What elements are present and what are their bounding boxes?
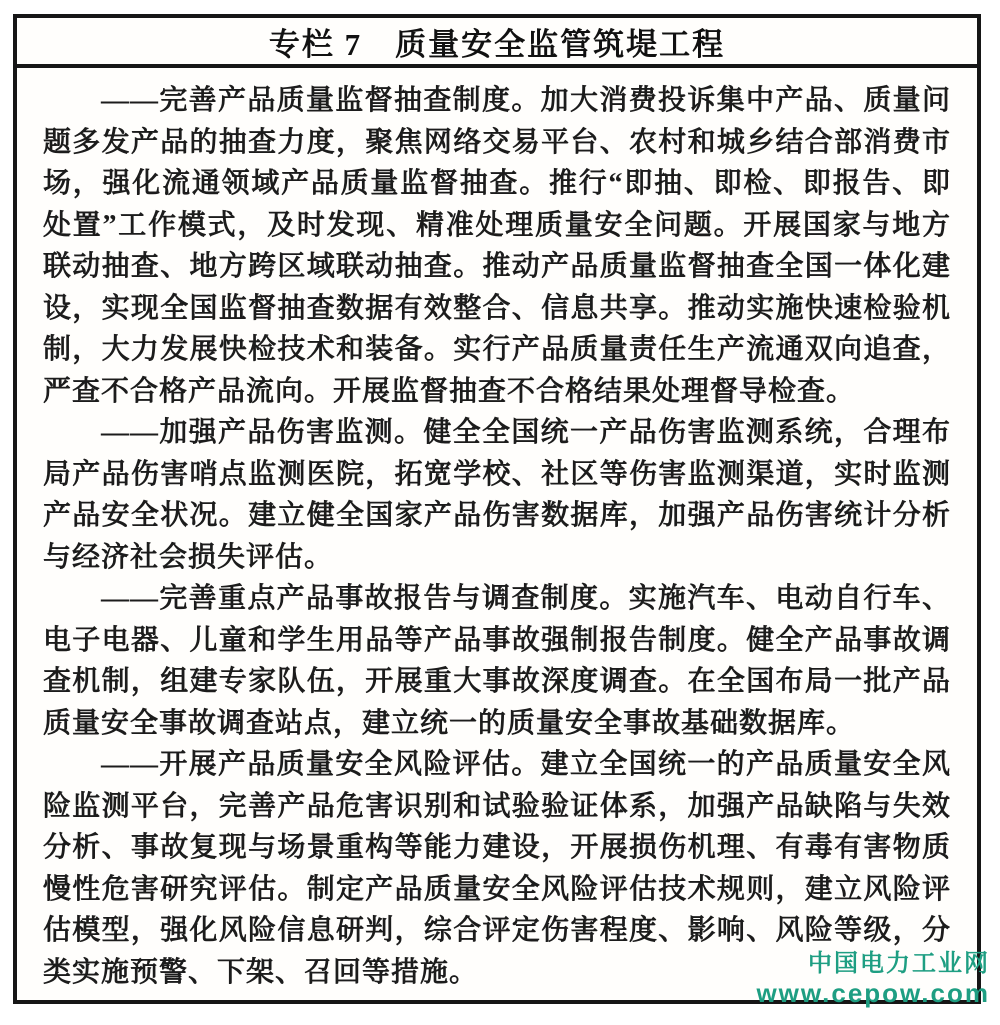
text-line: 与经济社会损失评估。 — [43, 541, 334, 573]
text-line: 制，大力发展快检技术和装备。实行产品质量责任生产流通双向追查， — [43, 334, 951, 365]
paragraph — [43, 412, 951, 578]
text-line: 估模型，强化风险信息研判，综合评定伤害程度、影响、风险等级，分 — [43, 915, 951, 946]
watermark — [756, 950, 990, 1008]
text-line: 场，强化流通领域产品质量监督抽查。推行“即抽、即检、即报告、即 — [43, 168, 951, 199]
panel-title: 专栏 7 质量安全监管筑堤工程 — [268, 26, 726, 62]
text-line: 设，实现全国监督抽查数据有效整合、信息共享。推动实施快速检验机 — [43, 292, 951, 324]
watermark-site-name: 中国电力工业网 — [808, 950, 990, 977]
text-line: ——完善重点产品事故报告与调查制度。实施汽车、电动自行车、 — [101, 583, 951, 614]
text-line: 题多发产品的抽查力度，聚焦网络交易平台、农村和城乡结合部消费市 — [43, 126, 951, 158]
text-line: 险监测平台，完善产品危害识别和试验验证体系，加强产品缺陷与失效 — [43, 790, 951, 822]
text-line: ——加强产品伤害监测。健全全国统一产品伤害监测系统，合理布 — [101, 417, 951, 448]
text-line: 电子电器、儿童和学生用品等产品事故强制报告制度。健全产品事故调 — [43, 624, 951, 656]
text-line: 局产品伤害哨点监测医院，拓宽学校、社区等伤害监测渠道，实时监测 — [43, 458, 951, 490]
watermark-site-url: www.cepow.com — [756, 978, 990, 1008]
text-line: 查机制，组建专家队伍，开展重大事故深度调查。在全国布局一批产品 — [43, 666, 951, 697]
panel-body — [17, 68, 977, 993]
text-line: ——开展产品质量安全风险评估。建立全国统一的产品质量安全风 — [101, 749, 951, 780]
paragraph — [43, 578, 951, 744]
text-line: 质量安全事故调查站点，建立统一的质量安全事故基础数据库。 — [43, 707, 856, 739]
paragraph — [43, 80, 951, 412]
text-line: 联动抽查、地方跨区域联动抽查。推动产品质量监督抽查全国一体化建 — [43, 251, 951, 282]
column-panel — [13, 14, 981, 1004]
text-line: 类实施预警、下架、召回等措施。 — [43, 956, 479, 988]
panel-header — [17, 18, 977, 68]
text-line: 分析、事故复现与场景重构等能力建设，开展损伤机理、有毒有害物质 — [43, 832, 951, 863]
text-line: ——完善产品质量监督抽查制度。加大消费投诉集中产品、质量问 — [101, 85, 951, 116]
text-line: 处置”工作模式，及时发现、精准处理质量安全问题。开展国家与地方 — [43, 209, 951, 241]
text-line: 慢性危害研究评估。制定产品质量安全风险评估技术规则，建立风险评 — [43, 873, 951, 905]
text-line: 产品安全状况。建立健全国家产品伤害数据库，加强产品伤害统计分析 — [43, 500, 951, 531]
text-line: 严查不合格产品流向。开展监督抽查不合格结果处理督导检查。 — [43, 375, 856, 407]
